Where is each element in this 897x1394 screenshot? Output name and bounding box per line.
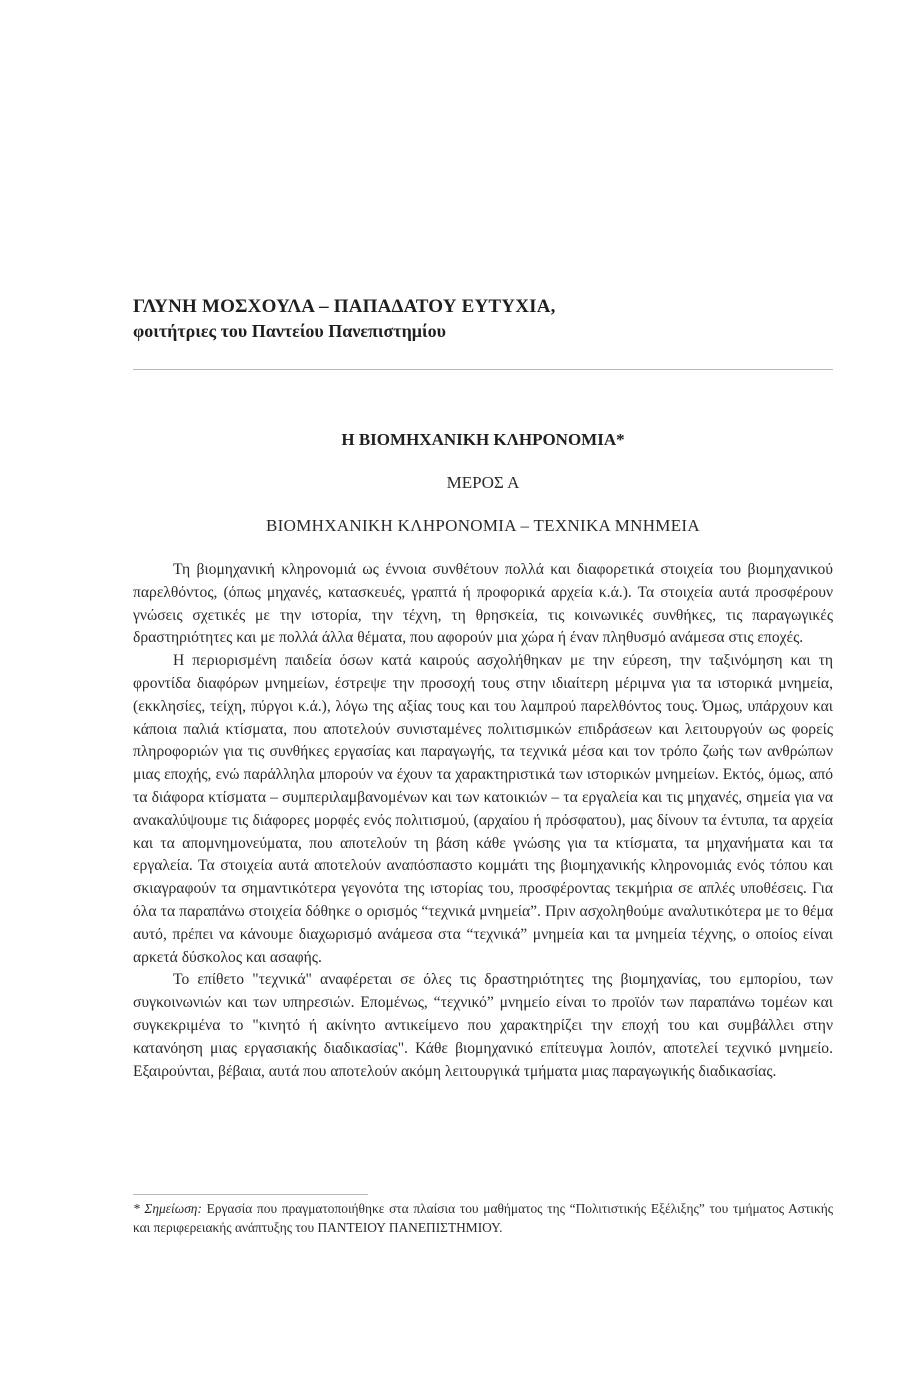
author-block	[133, 295, 833, 343]
author-affiliation: φοιτήτριες του Παντείου Πανεπιστημίου	[133, 321, 446, 341]
article-body	[133, 559, 833, 1083]
body-paragraph: Το επίθετο "τεχνικά" αναφέρεται σε όλες τις δραστηριότητες της βιομηχανίας, του εμπορίου, των συγκοινωνιών και των υπηρεσιών. Επομένως, “τεχνικό” μνημείο είναι το προϊόν των παραπάνω τομέων και συγκεκριμένα το "κινητό ή ακίνητο αντικείμενο που χαρακτηρίζει την εποχή του και συμβάλλει στην κατανόηση μιας εργασιακής διαδικασίας". Κάθε βιομηχανικό επίτευγμα λοιπόν, αποτελεί τεχνικό μνημείο. Εξαιρούνται, βέβαια, αυτά που αποτελούν ακόμη λειτουργικά τμήματα μιας παραγωγικής διαδικασίας.	[133, 971, 833, 1080]
article-subtitle: ΒΙΟΜΗΧΑΝΙΚΗ ΚΛΗΡΟΝΟΜΙΑ – ΤΕΧΝΙΚΑ ΜΝΗΜΕΙΑ	[266, 516, 700, 535]
footnote	[133, 1199, 833, 1237]
article-title: Η ΒΙΟΜΗΧΑΝΙΚΗ ΚΛΗΡΟΝΟΜΙΑ*	[341, 430, 625, 449]
footnote-text: Εργασία που πραγματοποιήθηκε στα πλαίσια του μαθήματος της “Πολιτιστικής Εξέλιξης” του τμήματος Αστικής και περιφερειακής ανάπτυξης του ΠΑΝΤΕΙΟΥ ΠΑΝΕΠΙΣΤΗΜΙΟΥ.	[133, 1201, 833, 1235]
body-paragraph: Η περιορισμένη παιδεία όσων κατά καιρούς ασχολήθηκαν με την εύρεση, την ταξινόμηση και τη φροντίδα διαφόρων μνημείων, έστρεψε την προσοχή τους στην ιδιαίτερη μέριμνα για τα ιστορικά μνημεία, (εκκλησίες, τείχη, πύργοι κ.ά.), λόγω της αξίας τους και του λαμπρού παρελθόντος τους. Όμως, υπάρχουν και κάποια παλιά κτίσματα, που αποτελούν συνισταμένες πολιτισμικών επιδράσεων και λειτουργούν ως φορείς πληροφοριών για τις συνθήκες εργασίας και παραγωγής, τα τεχνικά μέσα και τον τρόπο ζωής των ανθρώπων μιας εποχής, ενώ παράλληλα μπορούν να έχουν τα χαρακτηριστικά των ιστορικών μνημείων. Εκτός, όμως, από τα διάφορα κτίσματα – συμπεριλαμβανομένων και των κατοικιών – τα εργαλεία και τις μηχανές, σημεία για να ανακαλύψουμε τις διάφορες μορφές ενός πολιτισμού, (αρχαίου ή πρόσφατου), μας δίνουν τα έντυπα, τα αρχεία και τα απομνημονεύματα, που αποτελούν τη βάση κάθε γνώσης για τα κτίσματα, τα μηχανήματα και τα εργαλεία. Τα στοιχεία αυτά αποτελούν αναπόσπαστο κομμάτι της βιομηχανικής κληρονομιάς ενός τόπου και σκιαγραφούν τα σημαντικότερα γεγονότα της ιστορίας του, προσφέροντας τεκμήρια σε απλές υποθέσεις. Για όλα τα παραπάνω στοιχεία δόθηκε ο ορισμός “τεχνικά μνημεία”. Πριν ασχοληθούμε αναλυτικότερα με το θέμα αυτό, πρέπει να κάνουμε διαχωρισμό ανάμεσα στα “τεχνικά” μνημεία και τα μνημεία τέχνης, ο οποίος είναι αρκετά δύσκολος και ασαφής.	[133, 652, 833, 966]
author-names: ΓΛΥΝΗ ΜΟΣΧΟΥΛΑ – ΠΑΠΑΔΑΤΟΥ ΕΥΤΥΧΙΑ,	[133, 296, 556, 317]
header-divider	[133, 369, 833, 370]
body-paragraph: Τη βιομηχανική κληρονομιά ως έννοια συνθέτουν πολλά και διαφορετικά στοιχεία του βιομηχανικού παρελθόντος, (όπως μηχανές, κατασκευές, γραπτά ή προφορικά αρχεία κ.ά.). Τα στοιχεία αυτά προσφέρουν γνώσεις σχετικές με την ιστορία, την τέχνη, τη θρησκεία, τις κοινωνικές συνθήκες, τις παραγωγικές δραστηριότητες και με πολλά άλλα θέματα, που αφορούν μια χώρα ή έναν πληθυσμό ανάμεσα στις εποχές.	[133, 561, 833, 647]
footnote-marker: * Σημείωση:	[133, 1201, 202, 1216]
footnote-divider	[133, 1194, 368, 1195]
article-part: ΜΕΡΟΣ Α	[446, 473, 520, 492]
